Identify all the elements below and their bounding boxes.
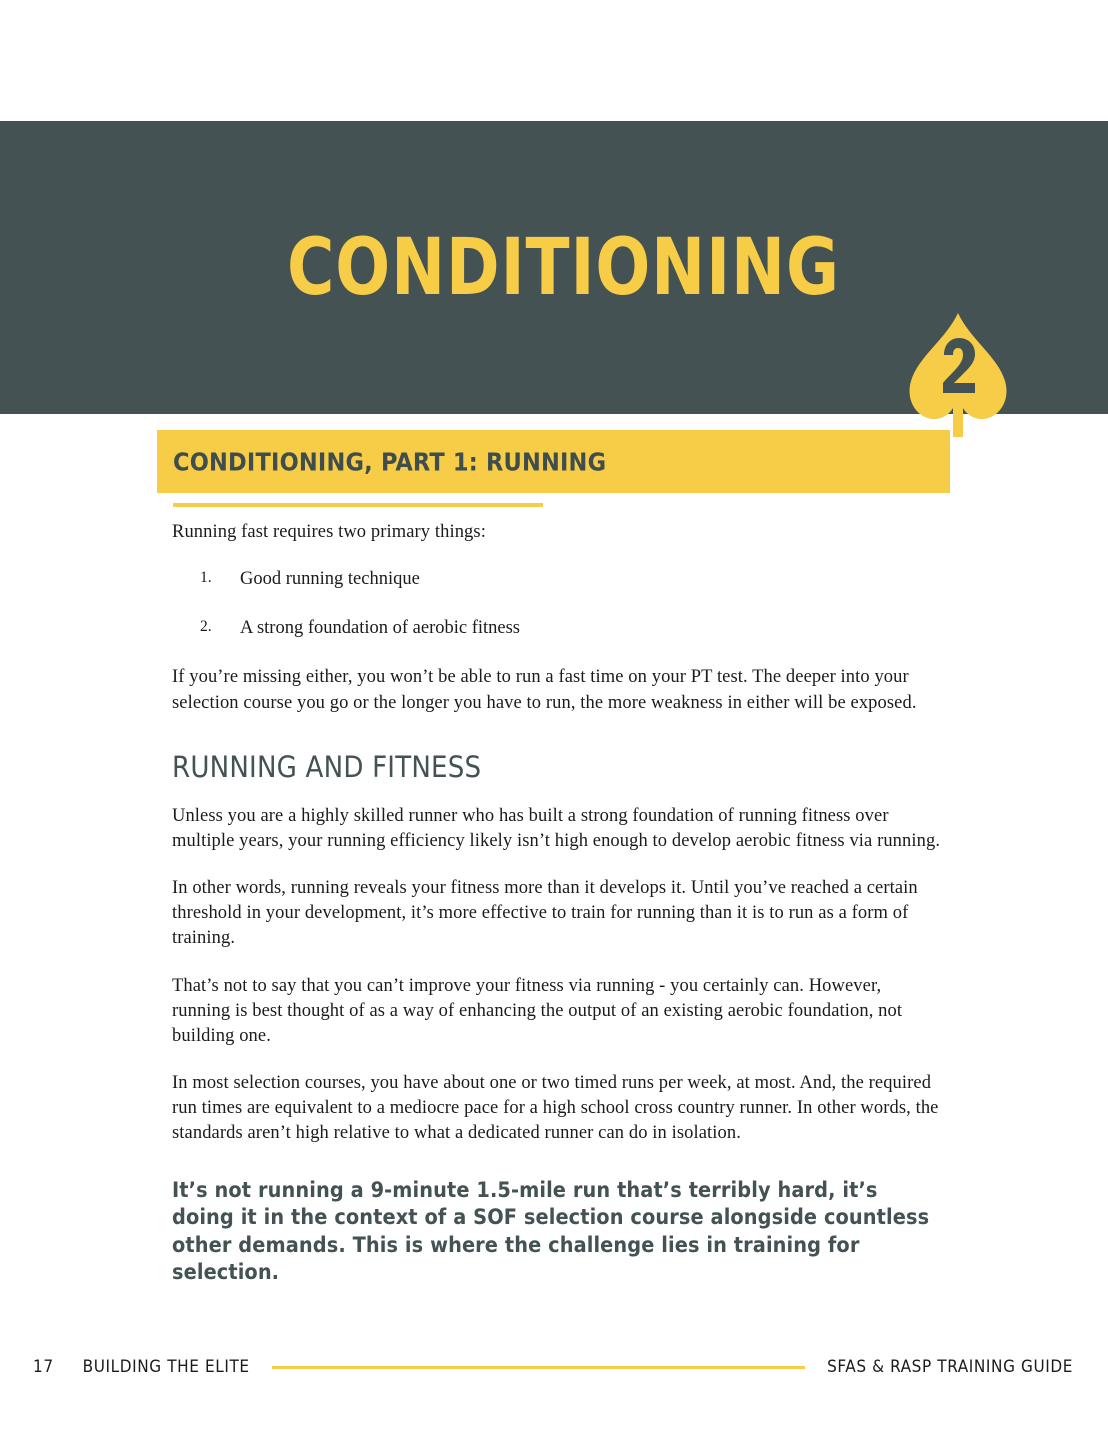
intro-paragraph: Running fast requires two primary things: [172, 522, 486, 542]
section-subheading: RUNNING AND FITNESS [172, 749, 482, 784]
section-bar [157, 430, 950, 493]
footer-brand-label: BUILDING THE ELITE [82, 1357, 250, 1377]
footer-page-number: 17 [33, 1357, 54, 1377]
list-item-number: 2. [200, 618, 212, 636]
footer-divider-rule [272, 1366, 805, 1369]
section-bar-label: CONDITIONING, PART 1: RUNNING [173, 447, 607, 476]
body-paragraph: That’s not to say that you can’t improve your fitness via running - you certainly can. However, running is best thought of as a way of enhancing the output of an existing aerobic foundation, not building one. [172, 975, 903, 1046]
list-item [172, 616, 944, 641]
requirements-list [172, 567, 944, 641]
page-footer [0, 1352, 1108, 1382]
spade-logo-icon [906, 311, 1010, 441]
footer-guide-label: SFAS & RASP TRAINING GUIDE [827, 1357, 1073, 1377]
body-paragraph: In other words, running reveals your fitness more than it develops it. Until you’ve reached a certain threshold in your development, it’s more effective to train for running than it is to run as a form of training. [172, 878, 918, 949]
body-paragraph: In most selection courses, you have about one or two timed runs per week, at most. And, the required run times are equivalent to a mediocre pace for a high school cross country runner. In other words, the standards aren’t high relative to what a dedicated runner can do in isolation. [172, 1073, 939, 1144]
list-item [172, 567, 944, 592]
section-divider-rule [173, 503, 543, 507]
callout-paragraph: It’s not running a 9-minute 1.5-mile run that’s terribly hard, it’s doing it in the context of a SOF selection course alongside countless other demands. This is where the challenge lies in training for selection. [172, 1177, 930, 1286]
chapter-banner [0, 121, 1108, 414]
article-content [172, 520, 944, 1287]
list-item-number: 1. [200, 569, 212, 587]
list-item-label: A strong foundation of aerobic fitness [240, 618, 521, 639]
body-paragraph: Unless you are a highly skilled runner who has built a strong foundation of running fitness over multiple years, your running efficiency likely isn’t high enough to develop aerobic fitness via running. [172, 805, 941, 851]
paragraph-after-list: If you’re missing either, you won’t be able to run a fast time on your PT test. The deeper into your selection course you go or the longer you have to run, the more weakness in either will be exposed. [172, 667, 917, 713]
chapter-title: CONDITIONING [287, 222, 840, 313]
list-item-label: Good running technique [240, 569, 420, 590]
